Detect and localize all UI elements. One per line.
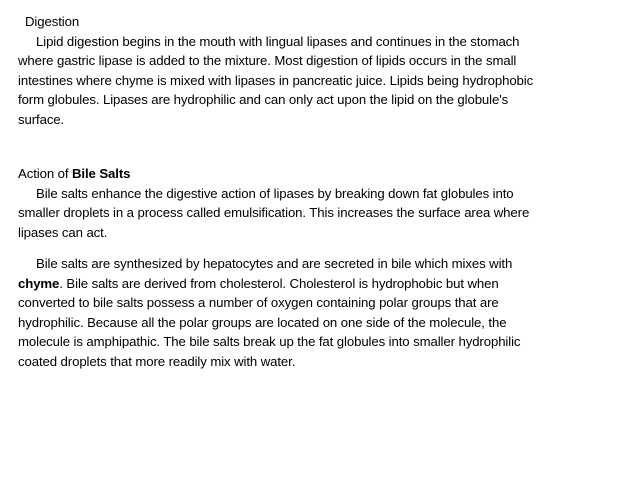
bile-para2	[18, 254, 623, 372]
bile-salts-section	[18, 164, 623, 242]
bile-salts-heading-prefix: Action of	[18, 166, 72, 181]
digestion-line: surface.	[18, 111, 65, 127]
digestion-line: where gastric lipase is added to the mixture. Most digestion of lipids occurs in the small	[18, 53, 517, 69]
digestion-line: intestines where chyme is mixed with lipases in pancreatic juice. Lipids being hydrophobic	[18, 72, 534, 88]
digestion-heading: Digestion	[25, 14, 80, 29]
bile-para1-line: smaller droplets in a process called emulsification. This increases the surface area where	[18, 205, 530, 221]
bile-salts-heading	[18, 164, 623, 184]
bile-salts-heading-bold: Bile Salts	[71, 166, 131, 181]
bile-para2-line: molecule is amphipathic. The bile salts break up the fat globules into smaller hydrophilic	[18, 334, 521, 350]
bile-para2-line: coated droplets that more readily mix with water.	[18, 353, 296, 369]
bile-para1-line: lipases can act.	[18, 224, 108, 240]
bile-para2-line: Bile salts are synthesized by hepatocytes and are secreted in bile which mixes with	[36, 256, 513, 271]
bile-para2-line	[18, 274, 623, 294]
bile-para2-line: converted to bile salts possess a number of oxygen containing polar groups that are	[18, 295, 499, 311]
bile-para1-line: Bile salts enhance the digestive action of lipases by breaking down fat globules into	[36, 185, 514, 201]
digestion-section	[18, 12, 623, 130]
digestion-line: Lipid digestion begins in the mouth with lingual lipases and continues in the stomach	[36, 33, 520, 49]
digestion-line: form globules. Lipases are hydrophilic and can only act upon the lipid on the globule's	[18, 92, 509, 108]
chyme-bold-word: chyme	[18, 275, 60, 291]
bile-para2-line: hydrophilic. Because all the polar groups are located on one side of the molecule, the	[18, 314, 507, 330]
bile-para2-line-rest: . Bile salts are derived from cholesterol. Cholesterol is hydrophobic but when	[59, 275, 499, 291]
